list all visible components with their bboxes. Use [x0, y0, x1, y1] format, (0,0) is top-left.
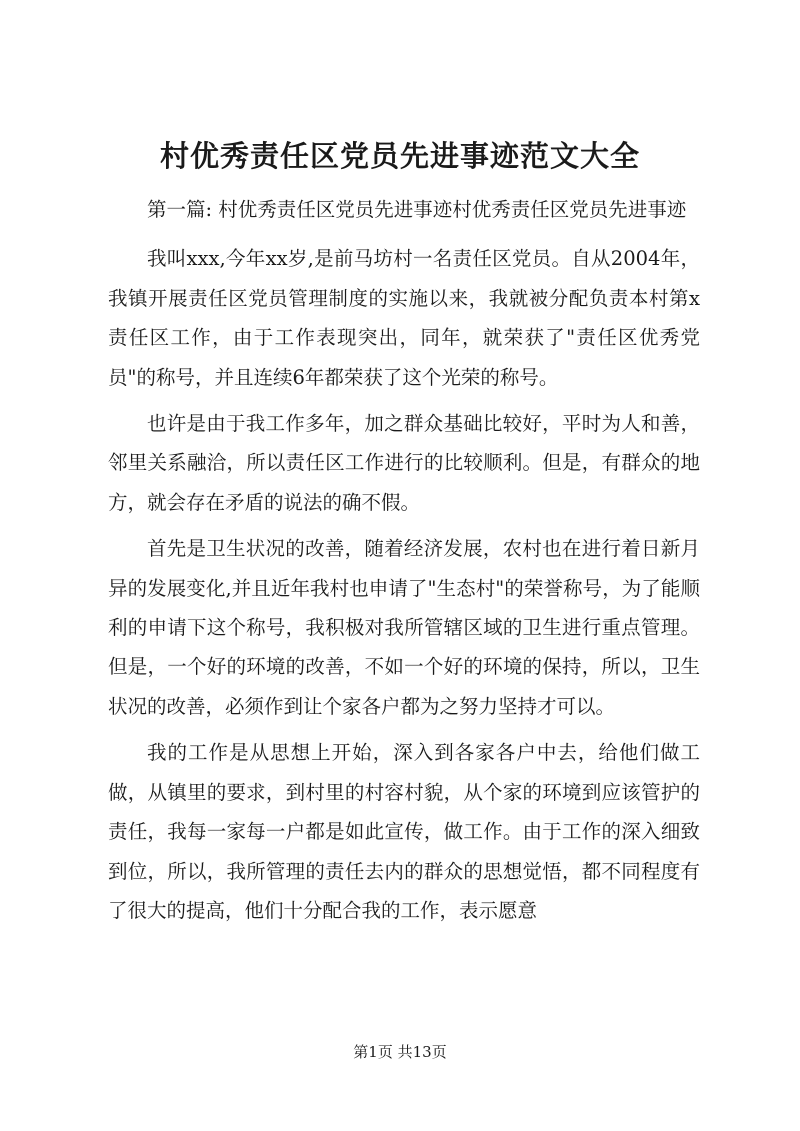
- page-footer: 第1页 共13页: [353, 1043, 447, 1061]
- section-heading: 第一篇: 村优秀责任区党员先进事迹村优秀责任区党员先进事迹: [147, 198, 687, 221]
- paragraph-2: 也许是由于我工作多年，加之群众基础比较好，平时为人和善，邻里关系融洽，所以责任区工作进行的比较顺利。但是，有群众的地方，就会存在矛盾的说法的确不假。: [108, 412, 700, 514]
- document-body: [108, 190, 700, 930]
- paragraph-1: 我叫xxx,今年xx岁,是前马坊村一名责任区党员。自从2004年，我镇开展责任区党员管理制度的实施以来，我就被分配负责本村第x责任区工作，由于工作表现突出，同年，就荣获了"责任区优秀党员"的称号，并且连续6年都荣获了这个光荣的称号。: [108, 247, 700, 389]
- paragraph-3: 首先是卫生状况的改善，随着经济发展，农村也在进行着日新月异的发展变化,并且近年我村也申请了"生态村"的荣誉称号，为了能顺利的申请下这个称号，我积极对我所管辖区域的卫生进行重点管理。但是，一个好的环境的改善，不如一个好的环境的保持，所以，卫生状况的改善，必须作到让个家各户都为之努力坚持才可以。: [108, 537, 700, 718]
- paragraph-4: 我的工作是从思想上开始，深入到各家各户中去，给他们做工做，从镇里的要求，到村里的村容村貌，从个家的环境到应该管护的责任，我每一家每一户都是如此宣传，做工作。由于工作的深入细致到位，所以，我所管理的责任去内的群众的思想觉悟，都不同程度有了很大的提高，他们十分配合我的工作，表示愿意: [108, 741, 700, 922]
- document-title: 村优秀责任区党员先进事迹范文大全: [159, 139, 640, 173]
